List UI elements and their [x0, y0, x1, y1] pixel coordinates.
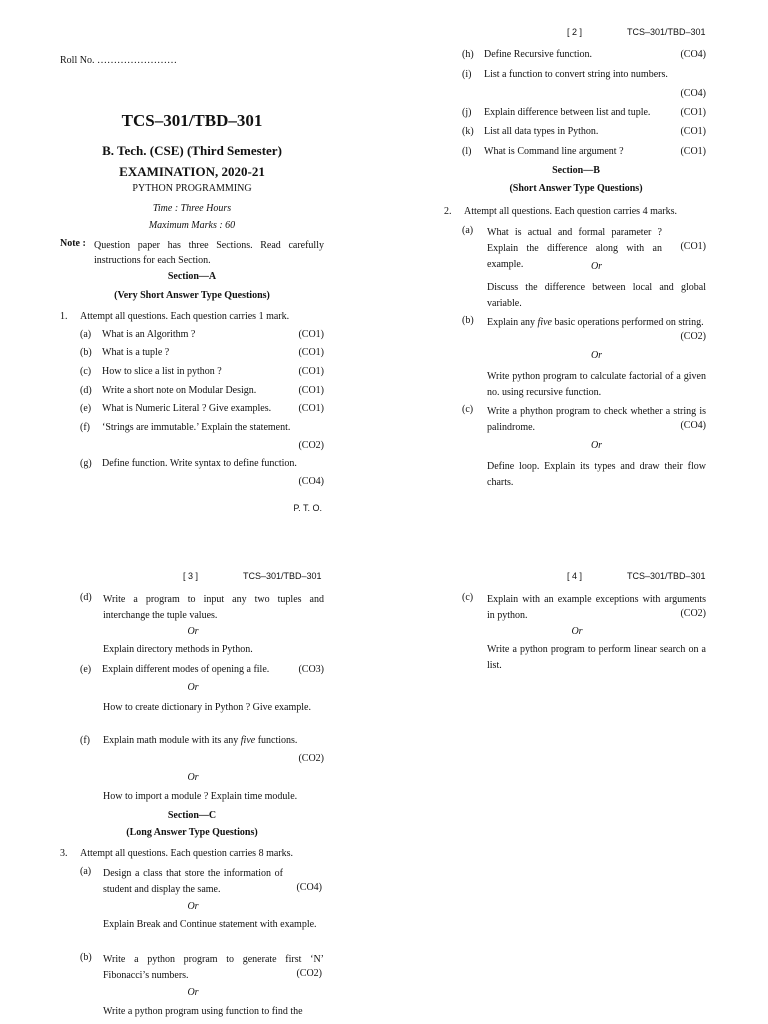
part-text: How to slice a list in python ?: [102, 366, 222, 377]
part-text: List all data types in Python.: [484, 126, 599, 137]
or-label: Or: [187, 901, 199, 912]
exam-title: EXAMINATION, 2020-21: [119, 164, 265, 179]
part-label: (l): [462, 146, 472, 157]
q2f-label: (f): [80, 735, 90, 746]
section-b-subheading: (Short Answer Type Questions): [509, 183, 643, 194]
q2b-course-outcome: (CO2): [680, 331, 706, 342]
subject-title: PYTHON PROGRAMMING: [132, 183, 252, 194]
part-text: Define function. Write syntax to define function.: [102, 458, 297, 469]
q3b-alternative: Write a python program using function to find the: [103, 1006, 303, 1017]
q2b-alternative: Write python program to calculate factorial of a given no. using recursive function.: [487, 371, 706, 398]
q2c-course-outcome: (CO4): [680, 420, 706, 431]
q2d-label: (d): [80, 592, 92, 603]
q1-part-e: [80, 402, 324, 416]
question-1-number: 1.: [60, 311, 68, 322]
q2e-course-outcome: (CO3): [298, 664, 324, 675]
or-label: Or: [187, 987, 199, 998]
question-3-text: Attempt all questions. Each question carries 8 marks.: [80, 848, 294, 859]
section-b-heading: Section—B: [552, 165, 600, 176]
degree-title: B. Tech. (CSE) (Third Semester): [102, 143, 282, 158]
please-turn-over: P. T. O.: [293, 503, 322, 513]
section-a-heading: Section—A: [167, 271, 217, 282]
course-outcome: (CO1): [680, 146, 706, 157]
course-outcome: (CO1): [298, 403, 324, 414]
part-text: Define Recursive function.: [484, 49, 593, 60]
q1-part-l: [462, 145, 706, 159]
course-outcome: (CO4): [680, 88, 706, 99]
part-label: (k): [462, 126, 474, 137]
course-outcome: (CO1): [298, 385, 324, 396]
q2e-alternative: How to create dictionary in Python ? Give example.: [103, 702, 311, 713]
q2f-text-emphasis: five: [240, 735, 256, 746]
page-3: [0, 512, 384, 1024]
q1-part-b: [80, 346, 324, 360]
q2f-text: [103, 735, 297, 746]
time-allowed: Time : Three Hours: [152, 203, 232, 214]
q2b-text-end: basic operations performed on string.: [551, 317, 704, 328]
part-label: (j): [462, 107, 472, 118]
q3b-text: Write a python program to generate first ‘N’ Fibonacci’s numbers.: [103, 954, 324, 981]
q1-part-f: [80, 421, 324, 453]
q3a-text: Design a class that store the information of student and display the same.: [103, 868, 283, 895]
part-text: ‘Strings are immutable.’ Explain the statement.: [102, 422, 291, 433]
or-label: Or: [590, 350, 603, 361]
part-text: What is Command line argument ?: [484, 146, 624, 157]
q1-part-h: [462, 48, 706, 62]
part-label: (b): [80, 347, 92, 358]
q3b-course-outcome: (CO2): [296, 968, 322, 979]
q1-part-d: [80, 384, 324, 398]
note-label: Note :: [60, 238, 86, 249]
q3a-label: (a): [80, 866, 92, 877]
page-number: [ 2 ]: [567, 27, 583, 37]
section-c-subheading: (Long Answer Type Questions): [126, 827, 258, 838]
q1-part-j: [462, 106, 706, 120]
q2d-text: Write a program to input any two tuples and interchange the tuple values.: [103, 594, 324, 621]
q2f-text-start: Explain math module with its any: [103, 735, 241, 746]
part-label: (e): [80, 403, 92, 414]
part-label: (h): [462, 49, 474, 60]
q2f-course-outcome: (CO2): [298, 753, 324, 764]
q3b-label: (b): [80, 952, 92, 963]
question-3-number: 3.: [60, 848, 68, 859]
course-outcome: (CO1): [680, 107, 706, 118]
page-number: [ 4 ]: [567, 571, 583, 581]
part-label: (f): [80, 422, 90, 433]
or-label: Or: [571, 626, 583, 637]
q2c-alternative: Define loop. Explain its types and draw their flow charts.: [487, 461, 706, 488]
part-label: (i): [462, 69, 472, 80]
part-text: What is Numeric Literal ? Give examples.: [102, 403, 272, 414]
q2b-label: (b): [462, 315, 474, 326]
page-header-code: TCS–301/TBD–301: [243, 571, 322, 581]
page-1: [0, 0, 384, 512]
question-2-text: Attempt all questions. Each question carries 4 marks.: [464, 206, 678, 217]
q2f-alternative: How to import a module ? Explain time module.: [103, 791, 298, 802]
page-header-code: TCS–301/TBD–301: [627, 571, 706, 581]
q2a-course-outcome: (CO1): [680, 241, 706, 252]
roll-number: Roll No. ……………………: [60, 55, 177, 66]
page-4: [384, 512, 768, 1024]
course-outcome: (CO1): [298, 366, 324, 377]
q2d-alternative: Explain directory methods in Python.: [103, 644, 253, 655]
page-header-code: TCS–301/TBD–301: [627, 27, 706, 37]
q3c-course-outcome: (CO2): [680, 608, 706, 619]
or-label: Or: [590, 440, 603, 451]
q3c-label: (c): [462, 592, 474, 603]
part-text: What is an Algorithm ?: [102, 329, 196, 340]
course-outcome: (CO1): [298, 347, 324, 358]
q2e-text: Explain different modes of opening a file.: [102, 664, 270, 675]
course-outcome: (CO4): [298, 476, 324, 487]
q2f-text-end: functions.: [255, 735, 298, 746]
part-text: Write a short note on Modular Design.: [102, 385, 257, 396]
q2c-text: Write a phython program to check whether a string is palindrome.: [487, 406, 706, 433]
or-label: Or: [187, 626, 199, 637]
part-label: (c): [80, 366, 92, 377]
course-outcome: (CO2): [298, 440, 324, 451]
question-1-text: Attempt all questions. Each question carries 1 mark.: [80, 311, 290, 322]
q1-part-k: [462, 125, 706, 139]
q2b-text-start: Explain any: [487, 317, 538, 328]
course-outcome: (CO1): [298, 329, 324, 340]
part-label: (a): [80, 329, 92, 340]
q2b-text: [487, 315, 706, 331]
q2a-text: What is actual and formal parameter ? Explain the difference along with an example.: [487, 227, 662, 270]
part-label: (d): [80, 385, 92, 396]
page-number: [ 3 ]: [183, 571, 199, 581]
or-label: Or: [187, 772, 199, 783]
maximum-marks: Maximum Marks : 60: [148, 220, 236, 231]
q1-part-c: [80, 365, 324, 379]
section-a-subheading: (Very Short Answer Type Questions): [114, 290, 270, 301]
part-text: What is a tuple ?: [102, 347, 170, 358]
q2a-label: (a): [462, 225, 474, 236]
or-label: Or: [590, 261, 603, 272]
q3c-text: Explain with an example exceptions with arguments in python.: [487, 594, 706, 621]
course-outcome: (CO1): [680, 126, 706, 137]
part-text: Explain difference between list and tuple.: [484, 107, 651, 118]
part-label: (g): [80, 458, 92, 469]
question-2-number: 2.: [444, 206, 452, 217]
note-text: Question paper has three Sections. Read carefully instructions for each Section.: [94, 240, 324, 266]
q3a-course-outcome: (CO4): [296, 882, 322, 893]
or-label: Or: [187, 682, 199, 693]
q1-part-i: [462, 68, 706, 102]
q1-part-a: [80, 328, 324, 342]
page-2: [384, 0, 768, 512]
q2c-label: (c): [462, 404, 474, 415]
paper-code: TCS–301/TBD–301: [121, 111, 263, 130]
q3c-alternative: Write a python program to perform linear search on a list.: [487, 644, 706, 671]
q3a-alternative: Explain Break and Continue statement with example.: [103, 919, 317, 930]
q2a-alternative: Discuss the difference between local and global variable.: [487, 282, 706, 309]
part-text: List a function to convert string into numbers.: [484, 69, 668, 80]
q2e-label: (e): [80, 664, 92, 675]
q2b-text-emphasis: five: [537, 317, 552, 328]
q1-part-g: [80, 457, 324, 489]
section-c-heading: Section—C: [167, 810, 217, 821]
course-outcome: (CO4): [680, 49, 706, 60]
q2e-row: [80, 663, 324, 677]
